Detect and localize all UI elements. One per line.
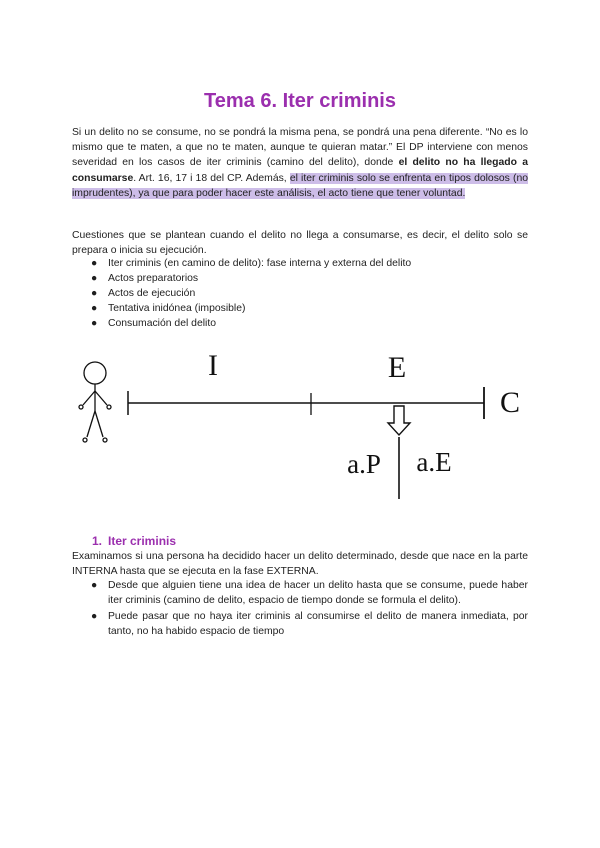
bullet-icon: ● (91, 273, 98, 284)
list-item-text: Iter criminis (en camino de delito): fase interna y externa del delito (108, 258, 412, 269)
consumation-label: C (499, 386, 521, 419)
section-list (88, 578, 528, 640)
list-item (88, 316, 411, 331)
bullet-icon: ● (91, 580, 98, 591)
list-item-text: Puede pasar que no haya iter criminis al consumirse el delito de manera inmediata, por tanto, no ha habido espacio de tiempo (108, 611, 528, 637)
cuestiones-paragraph: Cuestiones que se plantean cuando el delito no llega a consumarse, es decir, el delito solo se prepara o inicia su ejecución. (72, 230, 528, 257)
list-item (88, 271, 411, 286)
external-phase-label: E (387, 351, 407, 384)
section-intro: Examinamos si una persona ha decidido hacer un delito determinado, desde que nace en la parte INTERNA hasta que se ejecuta en la fase EXTERNA. (72, 551, 528, 578)
page-title: Tema 6. Iter criminis (204, 90, 396, 112)
person-figure-icon (79, 362, 111, 442)
list-item-text: Actos preparatorios (108, 273, 199, 284)
intro-text-1: Si un delito no se consume, no se pondrá la misma pena, se pondrá una pena diferente. “No es lo mismo que te maten, a que no te maten, aunque te quieran matar.” El DP interviene con menos severidad en los casos de iter criminis (camino del delito), donde (72, 127, 528, 169)
intro-text-2: . Art. 16, 17 i 18 del CP. Además, (133, 172, 290, 184)
list-item-text: Consumación del delito (108, 318, 217, 329)
list-item-text: Desde que alguien tiene una idea de hacer un delito hasta que se consume, puede haber iter criminis (camino de delito, espacio de tiempo donde se formula el delito). (108, 580, 528, 606)
list-item (88, 609, 528, 639)
bullet-icon: ● (91, 303, 98, 314)
highlighted-text: el iter criminis solo se enfrenta en tipos dolosos (no imprudentes), ya que para poder hacer este análisis, el acto tiene que tener voluntad. (72, 172, 529, 199)
bullet-icon: ● (91, 288, 98, 299)
intro-bold-text: el delito no ha llegado a consumarse (72, 157, 529, 184)
bullet-icon: ● (91, 258, 98, 269)
list-item (88, 286, 411, 301)
list-item-text: Tentativa inidónea (imposible) (108, 303, 246, 314)
section-title: Iter criminis (108, 534, 177, 548)
down-arrow-icon (388, 406, 410, 435)
execution-acts-label: a.E (416, 447, 452, 477)
list-item (88, 301, 411, 316)
stages-list (88, 256, 411, 331)
bullet-icon: ● (91, 318, 98, 329)
list-item-text: Actos de ejecución (108, 288, 196, 299)
internal-phase-label: I (208, 349, 218, 382)
list-item (88, 578, 528, 608)
list-item (88, 256, 411, 271)
intro-paragraph (72, 125, 528, 201)
preparatory-acts-label: a.P (347, 449, 381, 479)
iter-criminis-diagram (70, 345, 530, 505)
bullet-icon: ● (91, 611, 98, 622)
section-number: 1. (92, 534, 103, 548)
